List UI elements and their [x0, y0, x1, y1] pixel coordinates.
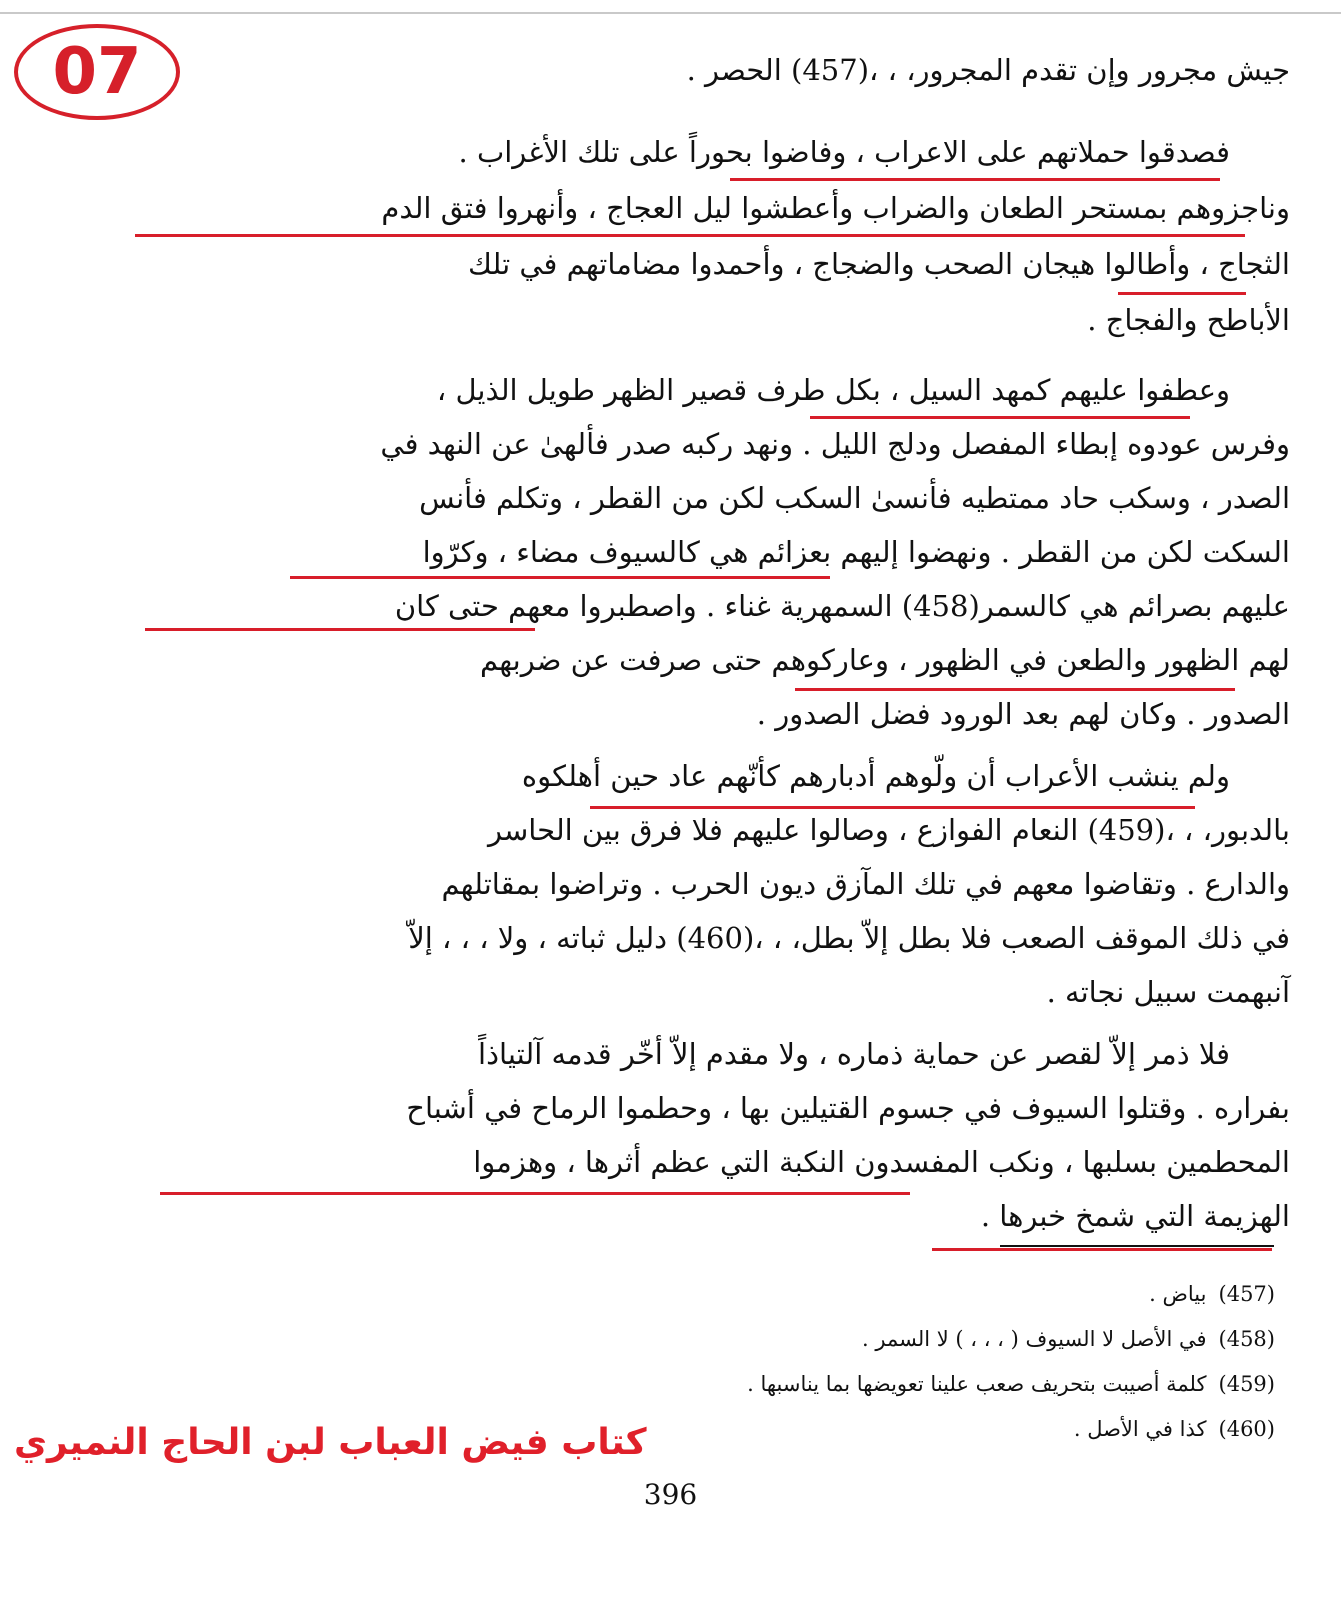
footnote-text: كذا في الأصل . — [1073, 1417, 1207, 1441]
body-line: الصدر ، وسكب حاد ممتطيه فأنسىٰ السكب لكن من القطر ، وتكلم فأنس — [419, 481, 1290, 515]
footnote-number: (460) — [1218, 1417, 1275, 1441]
highlight-underline — [795, 688, 1235, 691]
body-line: الصدور . وكان لهم بعد الورود فضل الصدور . — [756, 697, 1290, 731]
top-border — [0, 12, 1341, 14]
body-line: عليهم بصرائم هي كالسمر(458) السمهرية غناء . واصطبروا معهم حتى كان — [394, 589, 1290, 623]
footnote-text: بياض . — [1149, 1282, 1207, 1306]
body-line: وناجزوهم بمستحر الطعان والضراب وأعطشوا ليل العجاج ، وأنهروا فتق الدم — [381, 191, 1290, 225]
page-badge: 07 — [14, 24, 180, 120]
body-line: وفرس عودوه إبطاء المفصل ودلج الليل . ونهد ركبه صدر فألهىٰ عن النهد في — [380, 427, 1290, 461]
body-line: الأباطح والفجاج . — [1087, 303, 1290, 337]
body-line: بالدبور، ، ،(459) النعام الفوازع ، وصالوا عليهم فلا فرق بين الحاسر — [487, 813, 1290, 847]
body-line: في ذلك الموقف الصعب فلا بطل إلاّ بطل، ، ،(460) دليل ثباته ، ولا ، ، ، إلاّ — [408, 921, 1290, 955]
body-line: والدارع . وتقاضوا معهم في تلك المآزق ديون الحرب . وتراضوا بمقاتلهم — [441, 867, 1290, 901]
highlight-underline — [145, 628, 535, 631]
body-line: بفراره . وقتلوا السيوف في جسوم القتيلين بها ، وحطموا الرماح في أشباح — [406, 1091, 1290, 1125]
body-line: فصدقوا حملاتهم على الاعراب ، وفاضوا بحوراً على تلك الأغراب . — [458, 135, 1230, 169]
highlight-underline — [1118, 292, 1246, 295]
page-number: 396 — [643, 1478, 698, 1511]
body-line: لهم الظهور والطعن في الظهور ، وعاركوهم حتى صرفت عن ضربهم — [480, 643, 1290, 677]
highlight-underline — [730, 178, 1220, 181]
highlight-underline — [290, 576, 830, 579]
highlight-underline — [135, 234, 1245, 237]
footnote — [375, 1317, 1275, 1362]
highlight-underline — [160, 1192, 910, 1195]
body-line: وعطفوا عليهم كمهد السيل ، بكل طرف قصير الظهر طويل الذيل ، — [436, 373, 1230, 407]
footnote-text: في الأصل لا السيوف ( ، ، ، ) لا السمر . — [862, 1327, 1207, 1351]
footnote-number: (457) — [1218, 1282, 1275, 1306]
highlight-underline — [932, 1248, 1272, 1251]
footnote-number: (458) — [1218, 1327, 1275, 1351]
body-line: آنبهمت سبيل نجاته . — [1046, 975, 1290, 1009]
footnote-separator — [1000, 1245, 1274, 1247]
footnote — [375, 1272, 1275, 1317]
body-line: المحطمين بسلبها ، ونكب المفسدون النكبة التي عظم أثرها ، وهزموا — [473, 1145, 1290, 1179]
highlight-underline — [590, 806, 1195, 809]
footnote — [375, 1362, 1275, 1407]
body-line: فلا ذمر إلاّ لقصر عن حماية ذماره ، ولا مقدم إلاّ أخّر قدمه آلتياذاً — [478, 1037, 1230, 1071]
body-line: الهزيمة التي شمخ خبرها . — [980, 1199, 1290, 1233]
book-title: كتاب فيض العباب لبن الحاج النميري — [14, 1422, 647, 1463]
body-line: ولم ينشب الأعراب أن ولّوهم أدبارهم كأنّهم عاد حين أهلكوه — [521, 759, 1230, 793]
body-line: الثجاج ، وأطالوا هيجان الصحب والضجاج ، وأحمدوا مضاماتهم في تلك — [468, 247, 1290, 281]
footnote-number: (459) — [1218, 1372, 1275, 1396]
highlight-underline — [810, 416, 1190, 419]
body-line: جيش مجرور وإن تقدم المجرور، ، ،(457) الحصر . — [686, 53, 1290, 87]
body-line: السكت لكن من القطر . ونهضوا إليهم بعزائم هي كالسيوف مضاء ، وكرّوا — [422, 535, 1290, 569]
footnote-text: كلمة أصيبت بتحريف صعب علينا تعويضها بما يناسبها . — [747, 1372, 1207, 1396]
